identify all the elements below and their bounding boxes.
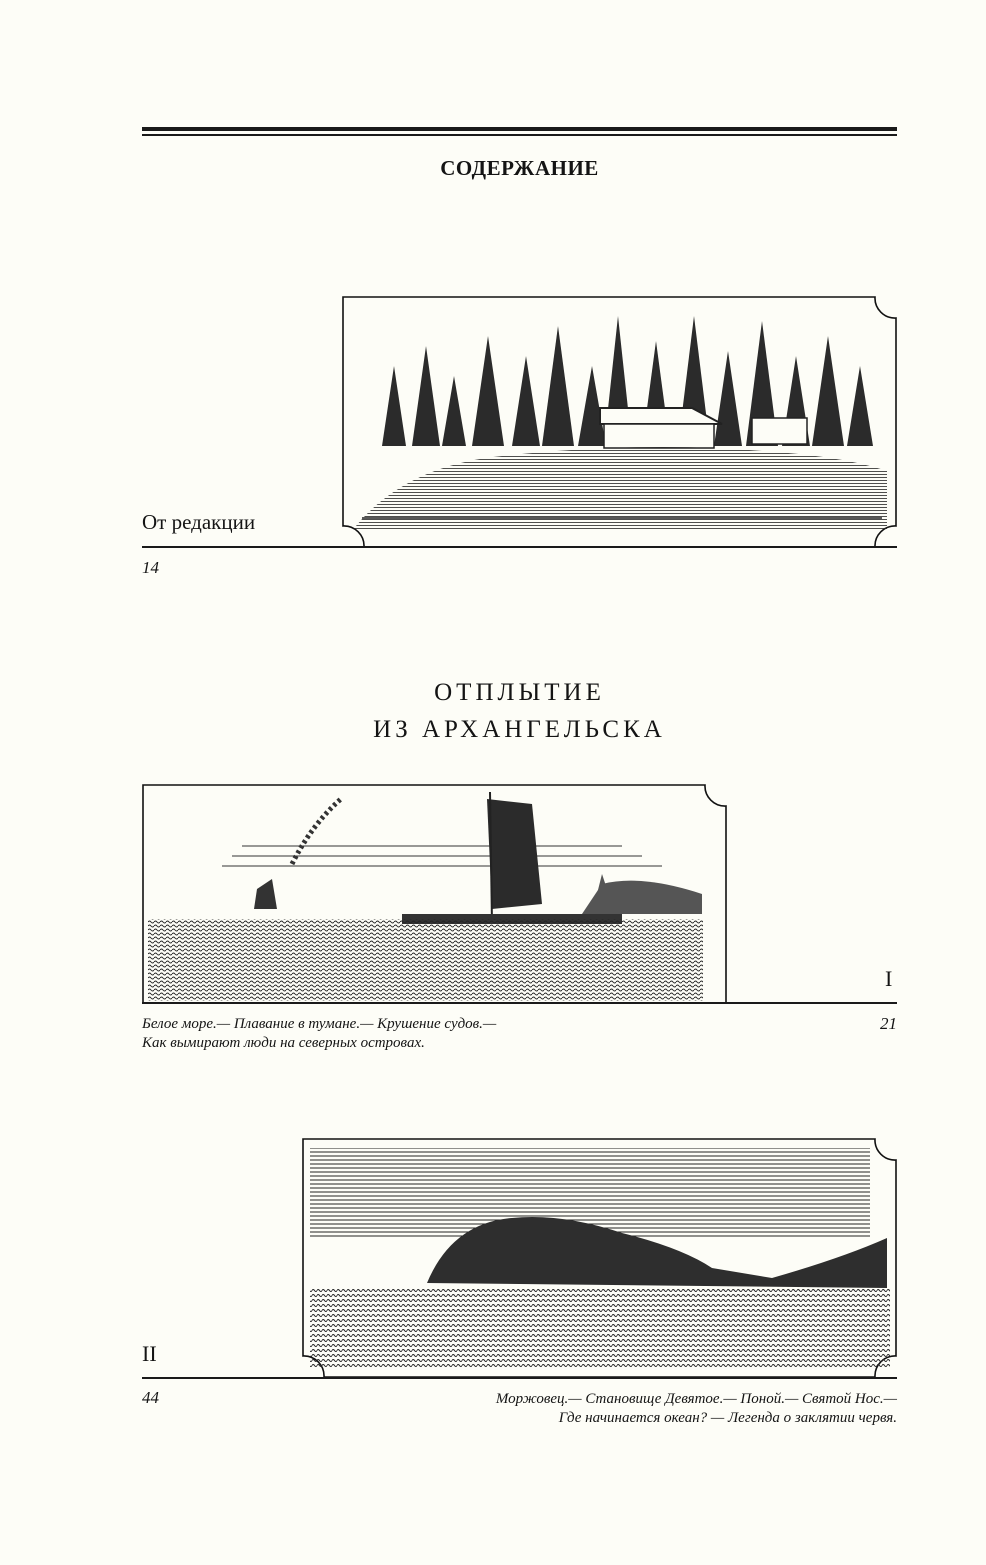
- island-coast-engraving: [302, 1138, 897, 1378]
- top-rule-thin: [142, 134, 897, 136]
- page-number: 14: [142, 558, 159, 577]
- section-title-line2: ИЗ АРХАНГЕЛЬСКА: [373, 716, 666, 743]
- description-line: Как вымирают люди на северных островах.: [142, 1035, 425, 1051]
- chapter-number-2: II: [142, 1341, 157, 1366]
- forest-hut-engraving: [342, 296, 897, 548]
- chapter-description-1: [142, 1015, 496, 1053]
- page-heading: СОДЕРЖАНИЕ: [440, 156, 599, 180]
- top-rule-thick: [142, 127, 897, 131]
- description-line: Моржовец.— Становище Девятое.— Поной.— Святой Нос.—: [495, 1391, 897, 1407]
- description-line: Белое море.— Плавание в тумане.— Крушение судов.—: [142, 1016, 497, 1032]
- entry-rule: [142, 546, 897, 548]
- sailboats-sea-engraving: [142, 784, 727, 1004]
- page-number: 21: [880, 1014, 897, 1033]
- entry-label-editorial: От редакции: [142, 510, 256, 534]
- page-number: 44: [142, 1388, 159, 1407]
- description-line: Где начинается океан? — Легенда о заклятии червя.: [558, 1410, 897, 1426]
- section-title-line1: ОТПЛЫТИЕ: [434, 679, 605, 706]
- chapter-number-1: I: [885, 966, 893, 991]
- entry-rule: [142, 1002, 897, 1004]
- section-title: [142, 674, 897, 748]
- entry-rule: [142, 1377, 897, 1379]
- chapter-description-2: [400, 1390, 897, 1428]
